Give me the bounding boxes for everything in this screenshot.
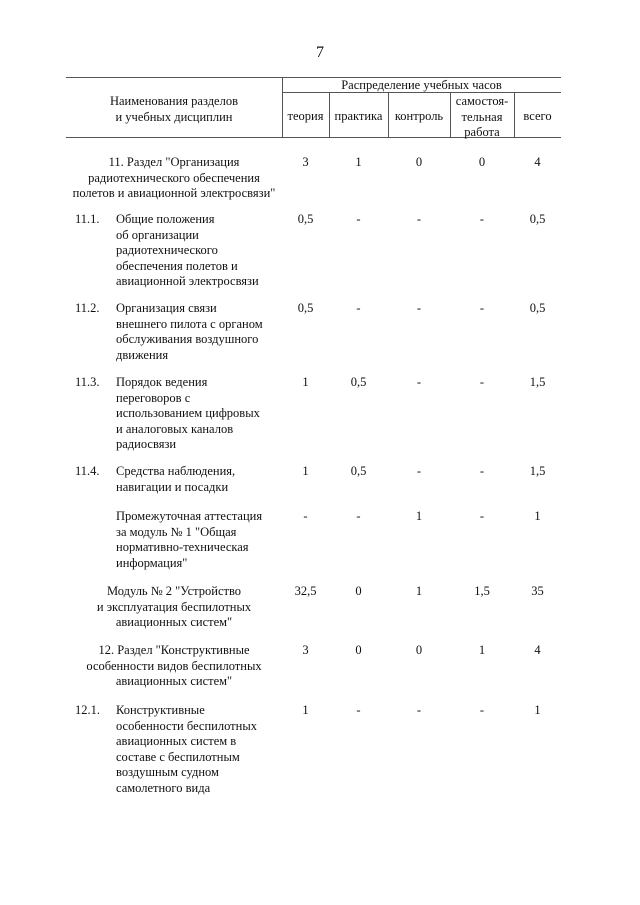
row-number: 11.2. — [75, 301, 100, 315]
cell-practice: 0,5 — [350, 464, 367, 478]
cell-practice: - — [356, 212, 361, 226]
page-number: 7 — [316, 44, 324, 61]
row-number: 11.1. — [75, 212, 100, 226]
cell-total: 0,5 — [529, 212, 546, 226]
cell-practice: 0 — [355, 584, 362, 598]
cell-total: 1 — [534, 703, 541, 717]
cell-selfwork: - — [479, 464, 485, 478]
cell-control: - — [416, 212, 422, 226]
cell-control: 0 — [415, 643, 423, 657]
row-number: 12.1. — [75, 703, 100, 717]
cell-practice: - — [356, 703, 361, 717]
cell-selfwork: - — [479, 301, 485, 315]
header-col-selfwork: самостоя- тельная работа — [455, 94, 509, 140]
cell-control: - — [416, 301, 422, 315]
header-names-column: Наименования разделов и учебных дисциплин — [109, 94, 238, 124]
cell-selfwork: - — [479, 703, 485, 717]
cell-total: 1 — [534, 509, 541, 523]
cell-selfwork: - — [479, 509, 485, 523]
row-name: Конструктивные особенности беспилотных авиационных систем в составе с беспилотным воздушным судном самолетного вида — [116, 703, 257, 795]
cell-selfwork: - — [479, 212, 485, 226]
row-name: Промежуточная аттестация за модуль № 1 "Общая нормативно-техническая информация" — [116, 509, 263, 570]
cell-control: - — [416, 464, 422, 478]
row-number: 11.3. — [75, 375, 100, 389]
cell-theory: 0,5 — [297, 301, 314, 315]
cell-control: 1 — [415, 584, 423, 598]
cell-control: - — [416, 375, 422, 389]
cell-theory: - — [303, 509, 308, 523]
cell-total: 4 — [534, 643, 541, 657]
cell-theory: 0,5 — [297, 212, 314, 226]
cell-total: 1,5 — [529, 375, 546, 389]
cell-theory: 32,5 — [294, 584, 317, 598]
cell-theory: 1 — [302, 375, 309, 389]
cell-total: 1,5 — [529, 464, 546, 478]
row-name: 12. Раздел "Конструктивные особенности видов беспилотных авиационных систем" — [86, 643, 262, 689]
cell-selfwork: 1,5 — [474, 584, 490, 598]
cell-practice: 0 — [355, 643, 362, 657]
cell-practice: - — [356, 301, 361, 315]
row-name: Средства наблюдения, навигации и посадки — [116, 464, 236, 494]
row-name: Порядок ведения переговоров с использованием цифровых и аналоговых каналов радиосвязи — [116, 375, 260, 452]
cell-control: - — [416, 703, 422, 717]
cell-theory: 3 — [302, 643, 309, 657]
header-distribution: Распределение учебных часов — [341, 78, 502, 92]
row-name: Организация связи внешнего пилота с органом обслуживания воздушного движения — [116, 301, 263, 362]
header-col-practice: практика — [334, 109, 383, 123]
row-name: Общие положения об организации радиотехнического обеспечения полетов и авиационной электросвязи — [116, 212, 259, 289]
cell-control: 0 — [415, 155, 423, 169]
row-number: 11.4. — [75, 464, 100, 478]
cell-practice: 1 — [355, 155, 362, 169]
cell-theory: 1 — [302, 464, 309, 478]
cell-theory: 3 — [302, 155, 309, 169]
cell-total: 0,5 — [529, 301, 546, 315]
row-name: Модуль № 2 "Устройство и эксплуатация беспилотных авиационных систем" — [96, 584, 252, 630]
cell-total: 4 — [534, 155, 541, 169]
cell-theory: 1 — [302, 703, 309, 717]
cell-practice: 0,5 — [350, 375, 367, 389]
header-col-theory: теория — [287, 109, 324, 123]
cell-selfwork: - — [479, 375, 485, 389]
cell-total: 35 — [531, 584, 544, 598]
header-col-total: всего — [523, 109, 552, 123]
row-name: 11. Раздел "Организация радиотехнического обеспечения полетов и авиационной электросвязи" — [72, 155, 276, 201]
header-col-control: контроль — [394, 109, 444, 123]
cell-practice: - — [356, 509, 361, 523]
cell-selfwork: 0 — [478, 155, 486, 169]
cell-selfwork: 1 — [478, 643, 486, 657]
cell-control: 1 — [415, 509, 423, 523]
